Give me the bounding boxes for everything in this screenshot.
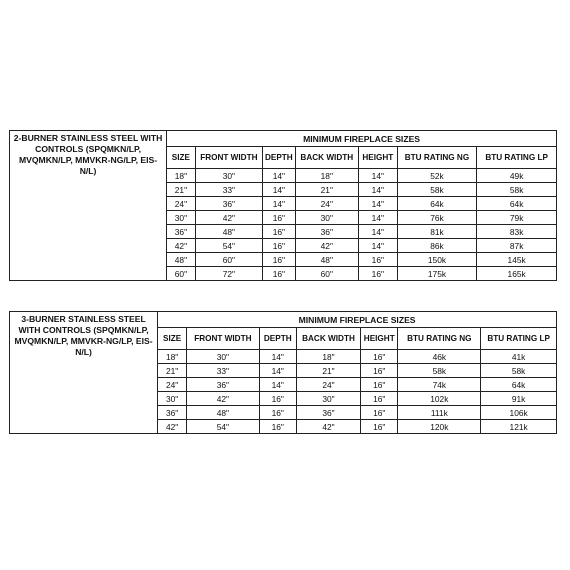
table-cell: 48" <box>167 253 196 267</box>
table-cell: 14" <box>263 169 296 183</box>
column-header: HEIGHT <box>361 328 398 350</box>
table-cell: 72" <box>195 267 262 281</box>
column-header: HEIGHT <box>358 147 397 169</box>
column-header: SIZE <box>158 328 187 350</box>
column-header: BTU RATING NG <box>398 328 481 350</box>
table-cell: 30" <box>195 169 262 183</box>
table-cell: 42" <box>187 392 260 406</box>
table-cell: 16" <box>361 350 398 364</box>
table-cell: 79k <box>477 211 557 225</box>
table-cell: 18" <box>295 169 358 183</box>
table-cell: 41k <box>481 350 557 364</box>
table-body <box>10 131 557 281</box>
table-cell: 91k <box>481 392 557 406</box>
table-cell: 14" <box>358 225 397 239</box>
table-cell: 14" <box>259 350 296 364</box>
table-cell: 30" <box>296 392 360 406</box>
two-burner-size-table <box>9 130 557 281</box>
model-title: 2-BURNER STAINLESS STEEL WITH CONTROLS (SPQMKN/LP, MVQMKN/LP, MMVKR-NG/LP, EIS-N/L) <box>10 131 167 281</box>
table-cell: 54" <box>195 239 262 253</box>
table-cell: 16" <box>361 420 398 434</box>
table-cell: 54" <box>187 420 260 434</box>
table-cell: 120k <box>398 420 481 434</box>
group-header: MINIMUM FIREPLACE SIZES <box>158 312 557 328</box>
table-cell: 24" <box>296 378 360 392</box>
table-cell: 58k <box>397 183 477 197</box>
table-cell: 14" <box>263 197 296 211</box>
table-cell: 36" <box>296 406 360 420</box>
table-cell: 76k <box>397 211 477 225</box>
table-cell: 21" <box>296 364 360 378</box>
column-header: BACK WIDTH <box>295 147 358 169</box>
table-cell: 33" <box>195 183 262 197</box>
table-cell: 36" <box>187 378 260 392</box>
table-cell: 21" <box>158 364 187 378</box>
table-cell: 30" <box>295 211 358 225</box>
table-cell: 58k <box>398 364 481 378</box>
table-cell: 42" <box>158 420 187 434</box>
table-cell: 16" <box>263 225 296 239</box>
table-cell: 16" <box>358 253 397 267</box>
table-cell: 48" <box>187 406 260 420</box>
table-cell: 36" <box>158 406 187 420</box>
table-cell: 14" <box>358 197 397 211</box>
column-header: BTU RATING LP <box>477 147 557 169</box>
table-cell: 36" <box>295 225 358 239</box>
table-cell: 42" <box>296 420 360 434</box>
table-cell: 81k <box>397 225 477 239</box>
table-cell: 86k <box>397 239 477 253</box>
table-cell: 18" <box>167 169 196 183</box>
table-cell: 14" <box>358 211 397 225</box>
table-cell: 165k <box>477 267 557 281</box>
table-cell: 16" <box>259 420 296 434</box>
table-cell: 30" <box>187 350 260 364</box>
table-body <box>10 312 557 434</box>
column-header: DEPTH <box>259 328 296 350</box>
group-header: MINIMUM FIREPLACE SIZES <box>167 131 557 147</box>
table-cell: 42" <box>295 239 358 253</box>
table-cell: 49k <box>477 169 557 183</box>
table-cell: 24" <box>295 197 358 211</box>
table-cell: 111k <box>398 406 481 420</box>
table-cell: 16" <box>361 364 398 378</box>
column-header: DEPTH <box>263 147 296 169</box>
table-cell: 60" <box>295 267 358 281</box>
table-cell: 58k <box>481 364 557 378</box>
table-cell: 16" <box>263 267 296 281</box>
group-header-row <box>10 312 557 328</box>
table-cell: 16" <box>259 406 296 420</box>
table-cell: 18" <box>158 350 187 364</box>
column-header: SIZE <box>167 147 196 169</box>
group-header-row <box>10 131 557 147</box>
three-burner-size-table <box>9 311 557 434</box>
table-cell: 14" <box>358 239 397 253</box>
table-cell: 16" <box>361 378 398 392</box>
table-cell: 87k <box>477 239 557 253</box>
table-cell: 83k <box>477 225 557 239</box>
table-cell: 21" <box>295 183 358 197</box>
table-cell: 14" <box>259 378 296 392</box>
table-cell: 48" <box>295 253 358 267</box>
table-cell: 30" <box>167 211 196 225</box>
table-cell: 121k <box>481 420 557 434</box>
table-cell: 16" <box>263 239 296 253</box>
table-cell: 30" <box>158 392 187 406</box>
table-cell: 106k <box>481 406 557 420</box>
table-cell: 42" <box>167 239 196 253</box>
table-cell: 42" <box>195 211 262 225</box>
table-cell: 18" <box>296 350 360 364</box>
table-cell: 48" <box>195 225 262 239</box>
column-header: BTU RATING NG <box>397 147 477 169</box>
model-title: 3-BURNER STAINLESS STEEL WITH CONTROLS (SPQMKN/LP, MVQMKN/LP, MMVKR-NG/LP, EIS-N/L) <box>10 312 158 434</box>
column-header: BACK WIDTH <box>296 328 360 350</box>
column-header: BTU RATING LP <box>481 328 557 350</box>
table-cell: 16" <box>361 392 398 406</box>
table-cell: 24" <box>158 378 187 392</box>
column-header: FRONT WIDTH <box>187 328 260 350</box>
table-cell: 16" <box>259 392 296 406</box>
table-cell: 14" <box>358 183 397 197</box>
table-cell: 21" <box>167 183 196 197</box>
table-cell: 33" <box>187 364 260 378</box>
table-cell: 102k <box>398 392 481 406</box>
table-cell: 64k <box>397 197 477 211</box>
table-cell: 46k <box>398 350 481 364</box>
table-cell: 52k <box>397 169 477 183</box>
table-cell: 145k <box>477 253 557 267</box>
table-cell: 14" <box>259 364 296 378</box>
table-cell: 74k <box>398 378 481 392</box>
table-cell: 16" <box>263 253 296 267</box>
table-cell: 64k <box>477 197 557 211</box>
table-cell: 14" <box>358 169 397 183</box>
table-cell: 16" <box>263 211 296 225</box>
table-cell: 16" <box>358 267 397 281</box>
table-cell: 64k <box>481 378 557 392</box>
table-cell: 24" <box>167 197 196 211</box>
table-cell: 150k <box>397 253 477 267</box>
column-header: FRONT WIDTH <box>195 147 262 169</box>
table-cell: 58k <box>477 183 557 197</box>
table-cell: 60" <box>195 253 262 267</box>
table-cell: 36" <box>167 225 196 239</box>
table-cell: 14" <box>263 183 296 197</box>
table-cell: 16" <box>361 406 398 420</box>
table-cell: 60" <box>167 267 196 281</box>
table-cell: 36" <box>195 197 262 211</box>
table-cell: 175k <box>397 267 477 281</box>
